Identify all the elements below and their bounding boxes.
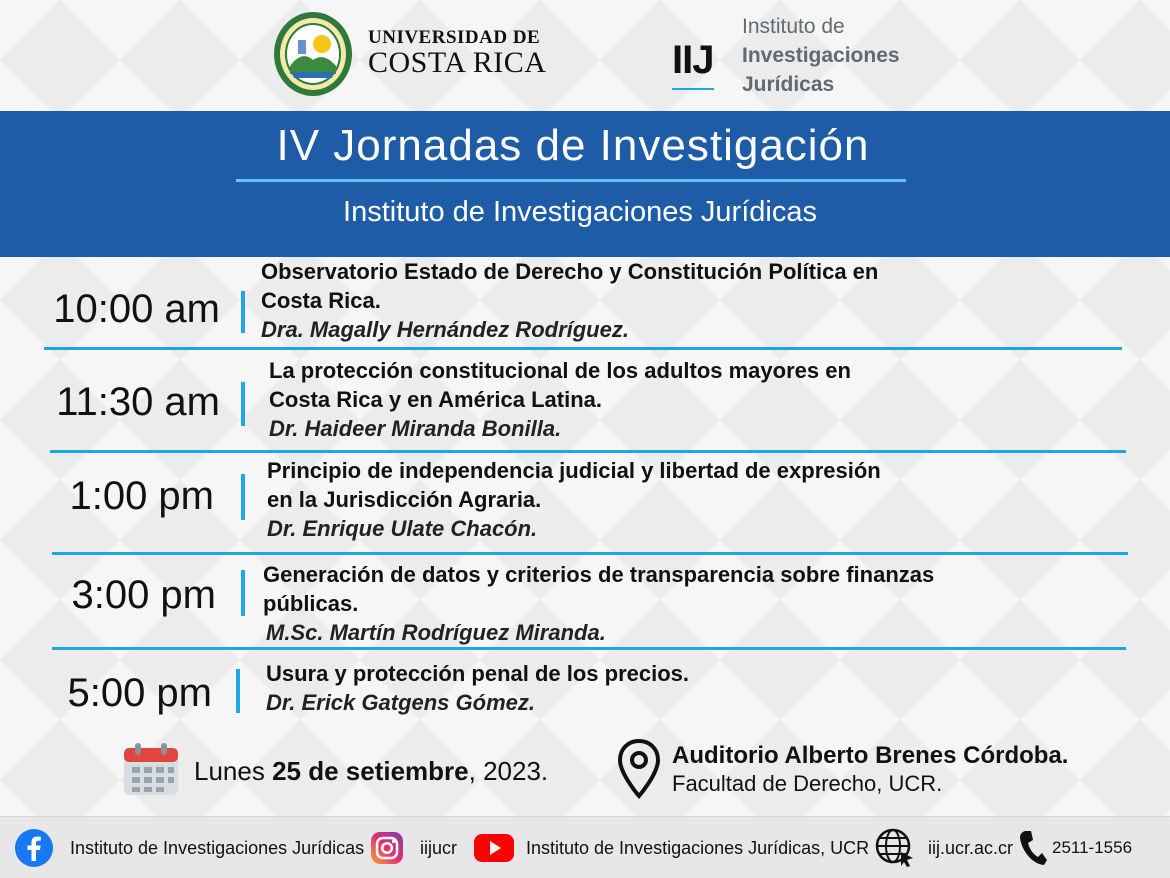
session-speaker: Dra. Magally Hernández Rodríguez. xyxy=(261,317,629,342)
instagram-label: iijucr xyxy=(420,837,458,858)
website-label: iij.ucr.ac.cr xyxy=(928,837,1014,858)
calendar-icon xyxy=(123,742,179,796)
date-year: , 2023. xyxy=(468,756,549,786)
session-time: 3:00 pm xyxy=(71,573,216,617)
session-topic-line: Principio de independencia judicial y libertad de expresión xyxy=(267,458,881,483)
date-prefix: Lunes xyxy=(194,756,273,786)
session-speaker: M.Sc. Martín Rodríguez Miranda. xyxy=(266,620,606,645)
time-divider xyxy=(241,291,245,333)
phone-icon xyxy=(1018,829,1048,867)
university-wordmark xyxy=(368,28,546,78)
location-pin-icon xyxy=(616,738,662,800)
time-divider xyxy=(236,669,240,713)
session-details xyxy=(269,356,851,443)
youtube-link[interactable] xyxy=(474,817,869,878)
session-topic-line: públicas. xyxy=(263,591,359,616)
facebook-link[interactable] xyxy=(14,817,364,878)
session-speaker: Dr. Enrique Ulate Chacón. xyxy=(267,516,538,541)
session-time: 11:30 am xyxy=(56,380,220,424)
phone-link[interactable] xyxy=(1018,817,1132,878)
institute-line3: Jurídicas xyxy=(742,73,835,96)
session-topic-line: Usura y protección penal de los precios. xyxy=(266,661,690,686)
event-title: IV Jornadas de Investigación xyxy=(276,121,870,170)
session-topic-line: en la Jurisdicción Agraria. xyxy=(267,487,542,512)
iij-logo-underline xyxy=(672,88,714,90)
website-link[interactable] xyxy=(874,817,1013,878)
youtube-icon xyxy=(474,833,514,863)
row-separator xyxy=(44,347,1122,350)
youtube-label: Instituto de Investigaciones Jurídicas, UCR xyxy=(526,837,870,858)
header-logos xyxy=(0,0,1170,110)
session-details xyxy=(266,659,689,717)
institute-line2: Investigaciones xyxy=(742,44,900,67)
facebook-icon xyxy=(14,828,54,868)
session-time: 5:00 pm xyxy=(67,671,212,715)
session-details xyxy=(263,560,934,647)
event-subtitle: Instituto de Investigaciones Jurídicas xyxy=(343,196,817,228)
session-topic-line: Generación de datos y criterios de transparencia sobre finanzas xyxy=(263,562,935,587)
time-divider xyxy=(241,382,245,426)
instagram-link[interactable] xyxy=(370,817,457,878)
phone-label: 2511-1556 xyxy=(1052,838,1133,857)
session-details xyxy=(267,456,881,543)
session-details xyxy=(261,257,878,344)
session-topic-line: Costa Rica y en América Latina. xyxy=(269,387,602,412)
schedule xyxy=(0,257,1170,727)
session-topic-line: Costa Rica. xyxy=(261,288,381,313)
title-divider xyxy=(236,179,906,182)
contact-footer xyxy=(0,816,1170,878)
institute-line1: Instituto de xyxy=(742,15,845,38)
session-speaker: Dr. Erick Gatgens Gómez. xyxy=(266,690,535,715)
event-venue xyxy=(672,742,1068,798)
time-divider xyxy=(241,474,245,520)
session-time: 10:00 am xyxy=(53,287,220,331)
venue-name: Auditorio Alberto Brenes Córdoba. xyxy=(672,742,1069,769)
globe-icon xyxy=(874,827,916,869)
session-speaker: Dr. Haideer Miranda Bonilla. xyxy=(269,416,562,441)
session-topic-line: La protección constitucional de los adultos mayores en xyxy=(269,358,851,383)
venue-place: Facultad de Derecho, UCR. xyxy=(672,771,943,796)
institute-name xyxy=(742,12,900,99)
time-divider xyxy=(241,570,245,616)
event-date xyxy=(194,756,548,787)
session-time: 1:00 pm xyxy=(69,474,214,518)
row-separator xyxy=(52,647,1126,650)
university-line1: UNIVERSIDAD DE xyxy=(368,27,541,48)
iij-logo-mark: IIJ xyxy=(672,38,714,82)
ucr-seal-icon xyxy=(272,10,354,98)
row-separator xyxy=(50,450,1126,453)
date-day: 25 de setiembre xyxy=(272,756,469,786)
session-topic-line: Observatorio Estado de Derecho y Constitución Política en xyxy=(261,259,879,284)
row-separator xyxy=(52,552,1128,555)
instagram-icon xyxy=(370,831,404,865)
university-line2: COSTA RICA xyxy=(368,46,547,79)
facebook-label: Instituto de Investigaciones Jurídicas xyxy=(70,837,365,858)
